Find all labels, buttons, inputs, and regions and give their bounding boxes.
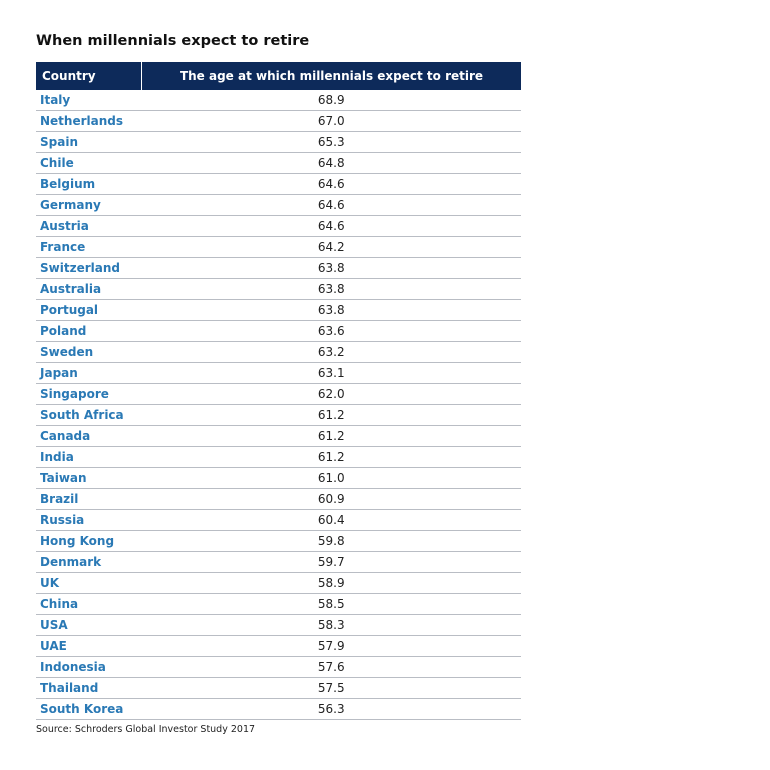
table-body — [36, 90, 521, 720]
retire-age-cell: 64.6 — [142, 216, 522, 237]
country-cell: South Africa — [36, 405, 142, 426]
retire-age-cell: 63.8 — [142, 300, 522, 321]
retire-age-cell: 59.8 — [142, 531, 522, 552]
country-cell: Germany — [36, 195, 142, 216]
retire-age-cell: 63.2 — [142, 342, 522, 363]
country-cell: UAE — [36, 636, 142, 657]
retire-age-cell: 61.2 — [142, 405, 522, 426]
retire-age-cell: 67.0 — [142, 111, 522, 132]
table-row — [36, 300, 521, 321]
table-row — [36, 594, 521, 615]
retire-age-cell: 58.5 — [142, 594, 522, 615]
table-row — [36, 510, 521, 531]
retire-age-cell: 60.9 — [142, 489, 522, 510]
country-cell: South Korea — [36, 699, 142, 720]
country-cell: Chile — [36, 153, 142, 174]
retire-age-cell: 58.9 — [142, 573, 522, 594]
country-cell: Russia — [36, 510, 142, 531]
retire-age-cell: 68.9 — [142, 90, 522, 111]
table-row — [36, 342, 521, 363]
country-cell: France — [36, 237, 142, 258]
table-row — [36, 636, 521, 657]
table-row — [36, 468, 521, 489]
table-row — [36, 216, 521, 237]
retire-age-cell: 61.0 — [142, 468, 522, 489]
table-row — [36, 321, 521, 342]
table-row — [36, 678, 521, 699]
table-row — [36, 573, 521, 594]
table-row — [36, 174, 521, 195]
table-row — [36, 132, 521, 153]
country-cell: Canada — [36, 426, 142, 447]
country-cell: Sweden — [36, 342, 142, 363]
table-row — [36, 426, 521, 447]
retire-age-cell: 59.7 — [142, 552, 522, 573]
table-row — [36, 447, 521, 468]
chart-title: When millennials expect to retire — [36, 33, 310, 49]
retire-age-cell: 63.6 — [142, 321, 522, 342]
table-row — [36, 699, 521, 720]
retire-age-cell: 63.8 — [142, 279, 522, 300]
country-cell: Singapore — [36, 384, 142, 405]
table-row — [36, 405, 521, 426]
country-cell: Belgium — [36, 174, 142, 195]
retire-age-cell: 64.6 — [142, 195, 522, 216]
retire-age-cell: 58.3 — [142, 615, 522, 636]
country-cell: Austria — [36, 216, 142, 237]
retire-age-cell: 61.2 — [142, 426, 522, 447]
retire-age-cell: 64.8 — [142, 153, 522, 174]
table-row — [36, 90, 521, 111]
source-note: Source: Schroders Global Investor Study 2017 — [36, 724, 256, 735]
retire-age-cell: 60.4 — [142, 510, 522, 531]
retirement-age-table — [36, 62, 521, 720]
country-cell: India — [36, 447, 142, 468]
table-row — [36, 258, 521, 279]
column-header-country: Country — [36, 62, 142, 90]
table-row — [36, 279, 521, 300]
retire-age-cell: 62.0 — [142, 384, 522, 405]
country-cell: Spain — [36, 132, 142, 153]
retire-age-cell: 63.8 — [142, 258, 522, 279]
retire-age-cell: 64.2 — [142, 237, 522, 258]
retire-age-cell: 57.9 — [142, 636, 522, 657]
retire-age-cell: 56.3 — [142, 699, 522, 720]
table-row — [36, 363, 521, 384]
country-cell: Portugal — [36, 300, 142, 321]
retire-age-cell: 65.3 — [142, 132, 522, 153]
country-cell: Japan — [36, 363, 142, 384]
country-cell: Poland — [36, 321, 142, 342]
country-cell: Brazil — [36, 489, 142, 510]
country-cell: Denmark — [36, 552, 142, 573]
table-header-row — [36, 62, 521, 90]
table-row — [36, 195, 521, 216]
country-cell: Thailand — [36, 678, 142, 699]
country-cell: Italy — [36, 90, 142, 111]
table-row — [36, 489, 521, 510]
table-row — [36, 531, 521, 552]
column-header-retire-age: The age at which millennials expect to retire — [142, 62, 522, 90]
table-row — [36, 552, 521, 573]
country-cell: China — [36, 594, 142, 615]
table-row — [36, 657, 521, 678]
table-row — [36, 384, 521, 405]
retire-age-cell: 57.6 — [142, 657, 522, 678]
country-cell: Switzerland — [36, 258, 142, 279]
table-row — [36, 615, 521, 636]
country-cell: Australia — [36, 279, 142, 300]
table-row — [36, 153, 521, 174]
country-cell: USA — [36, 615, 142, 636]
retire-age-cell: 61.2 — [142, 447, 522, 468]
retire-age-cell: 64.6 — [142, 174, 522, 195]
country-cell: Netherlands — [36, 111, 142, 132]
country-cell: Indonesia — [36, 657, 142, 678]
country-cell: Taiwan — [36, 468, 142, 489]
retire-age-cell: 57.5 — [142, 678, 522, 699]
country-cell: Hong Kong — [36, 531, 142, 552]
country-cell: UK — [36, 573, 142, 594]
table-row — [36, 237, 521, 258]
table-row — [36, 111, 521, 132]
retire-age-cell: 63.1 — [142, 363, 522, 384]
